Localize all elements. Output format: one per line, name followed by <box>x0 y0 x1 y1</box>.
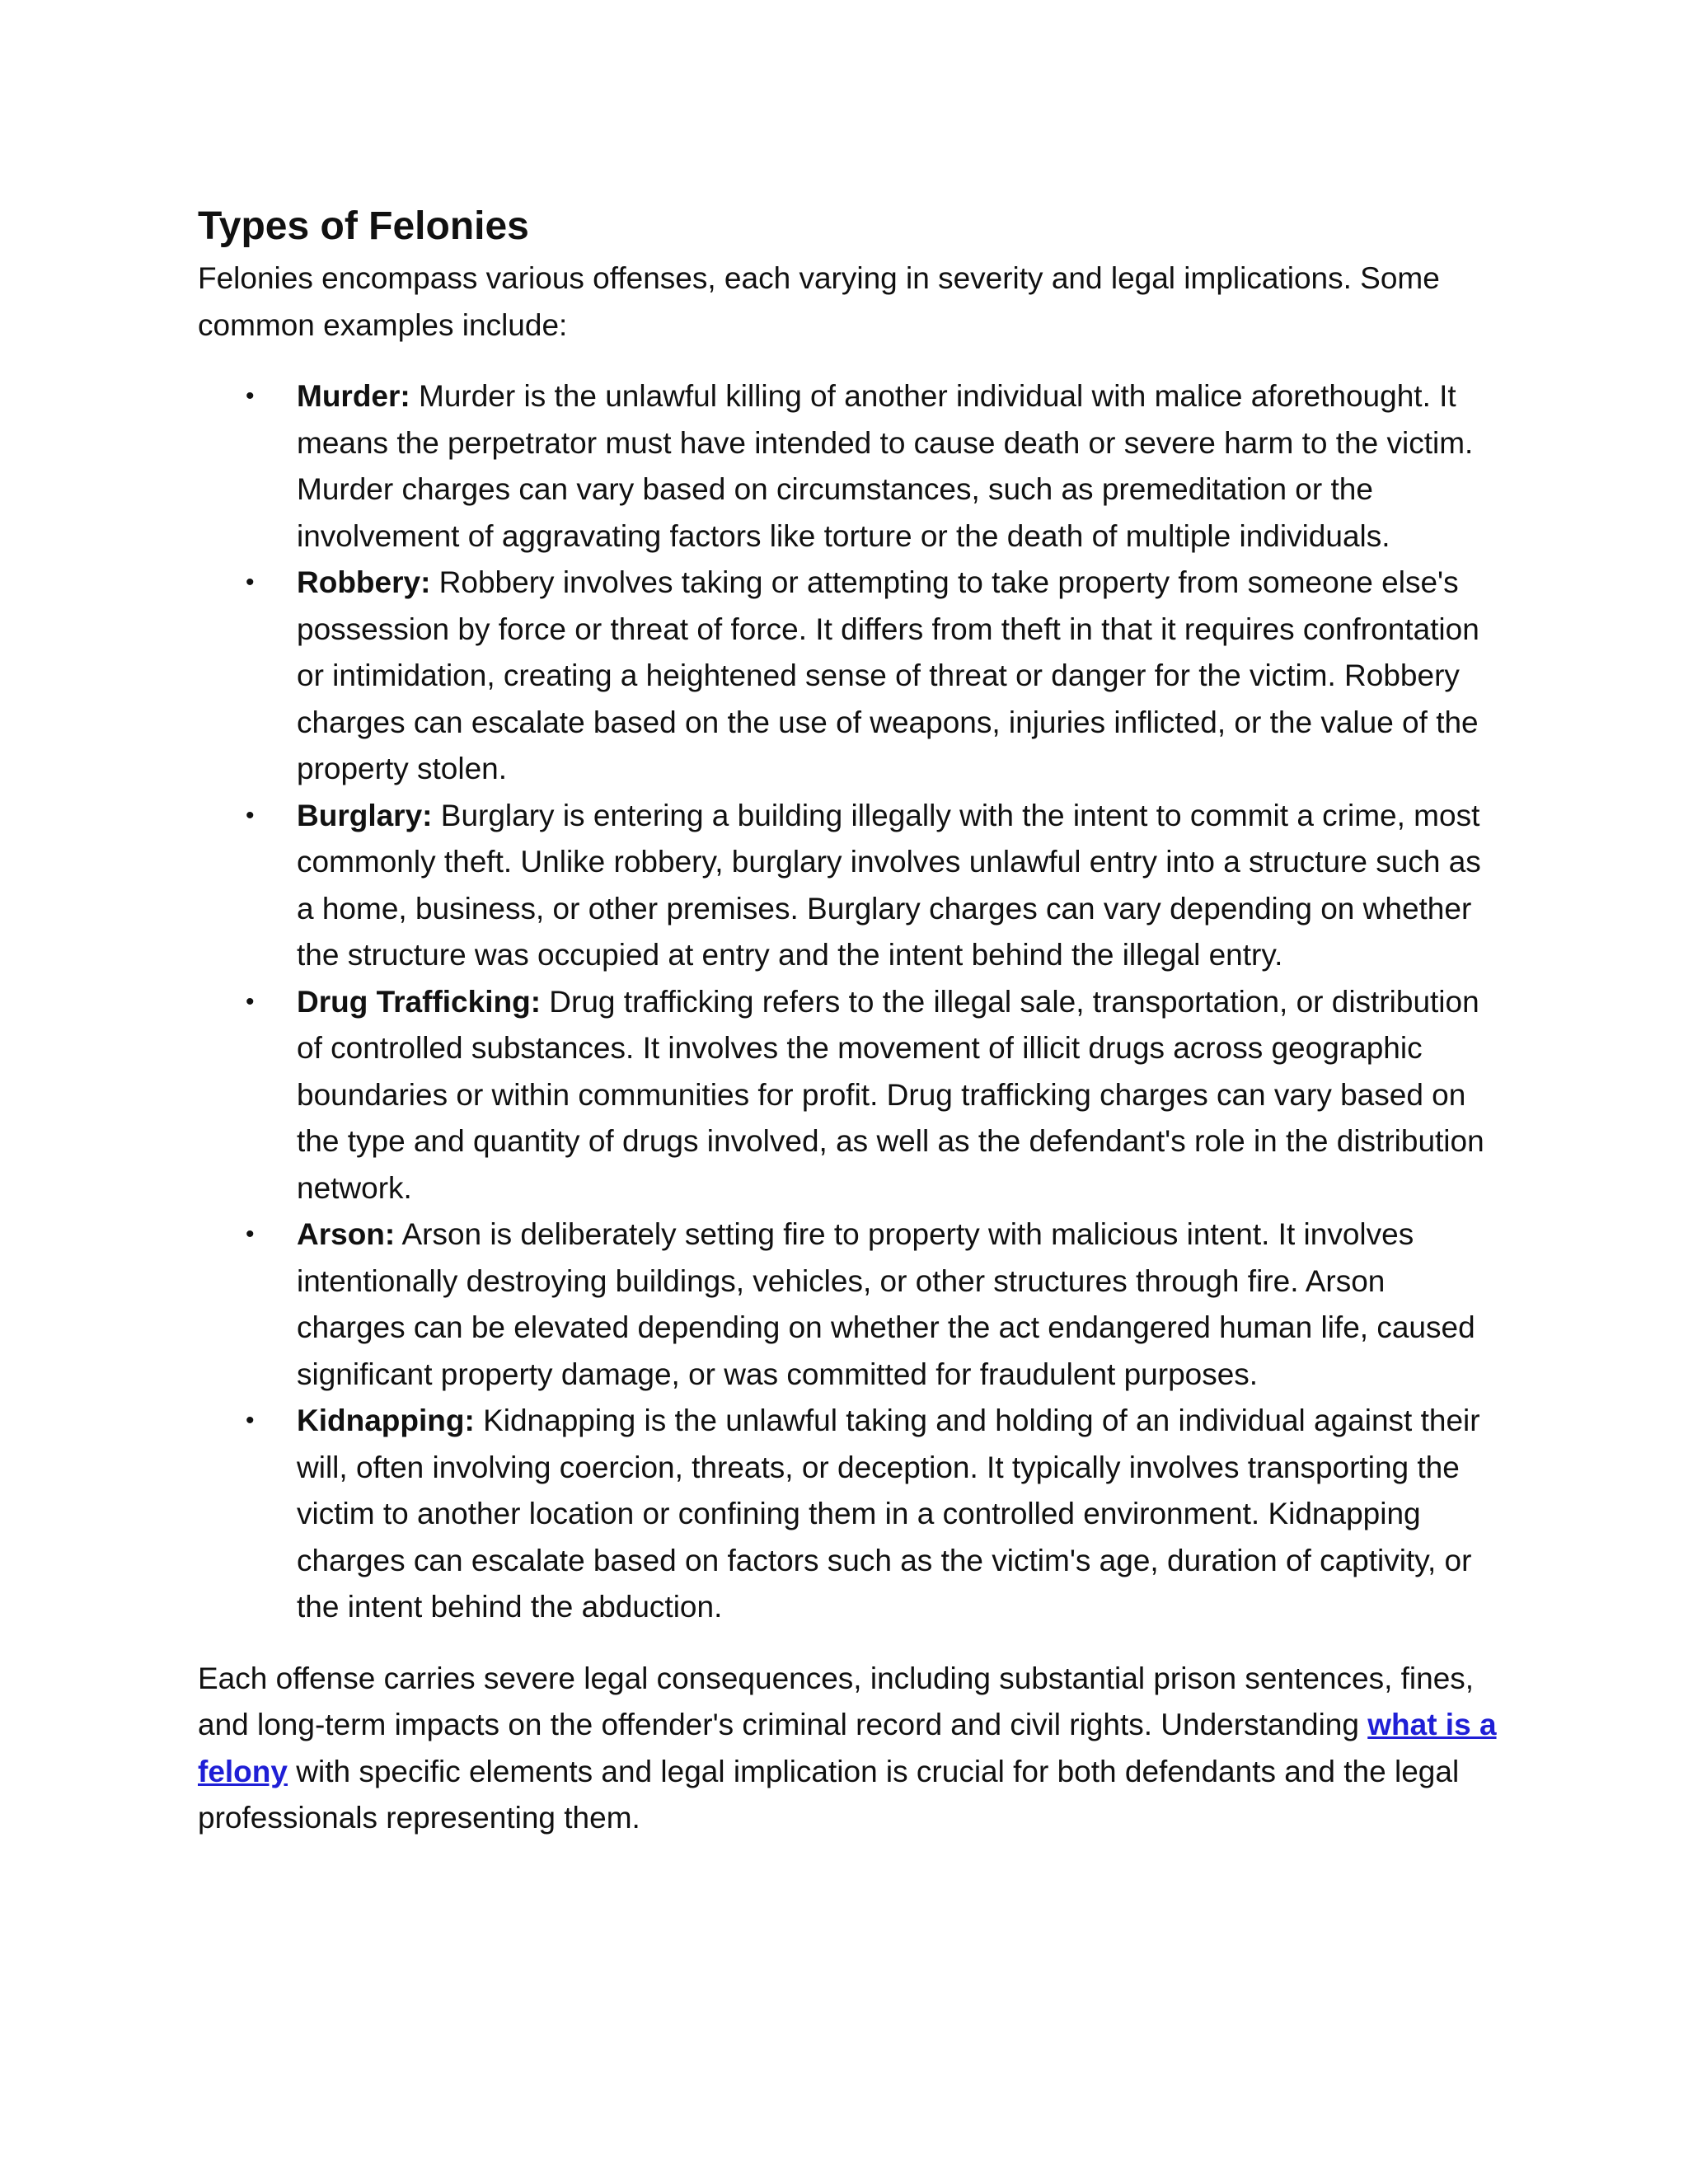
closing-text-after: with specific elements and legal implication is crucial for both defendants and the legal professionals representing them. <box>198 1754 1460 1835</box>
list-item-drug-trafficking <box>246 979 1500 1212</box>
list-item-arson <box>246 1212 1500 1398</box>
intro-paragraph: Felonies encompass various offenses, each varying in severity and legal implications. Some common examples include: <box>198 261 1440 342</box>
item-text: Drug trafficking refers to the illegal sale, transportation, or distribution of controlled substances. It involves the movement of illicit drugs across geographic boundaries or within communities for profit. Drug trafficking charges can vary based on the type and quantity of drugs involved, as well as the defendant's role in the distribution network. <box>297 984 1484 1205</box>
felony-list <box>198 373 1500 1631</box>
item-term: Drug Trafficking: <box>297 984 542 1019</box>
page-title: Types of Felonies <box>198 204 529 248</box>
what-is-a-felony-link[interactable]: what is a felony <box>198 1708 1497 1788</box>
item-term: Arson: <box>297 1217 396 1251</box>
closing-paragraph <box>198 1656 1500 1842</box>
item-term: Robbery: <box>297 565 431 599</box>
closing-text-before: Each offense carries severe legal consequences, including substantial prison sentences, fines, and long-term impacts on the offender's criminal record and civil rights. Understanding <box>198 1661 1475 1741</box>
bullet-icon: • <box>246 801 255 829</box>
bullet-icon: • <box>246 987 255 1015</box>
item-term: Kidnapping: <box>297 1404 475 1437</box>
list-item-murder <box>246 373 1500 560</box>
list-item-kidnapping <box>246 1398 1500 1631</box>
bullet-icon: • <box>246 1407 255 1434</box>
bullet-icon: • <box>246 569 255 596</box>
bullet-icon: • <box>246 1221 255 1248</box>
item-text: Robbery involves taking or attempting to take property from someone else's possession by force or threat of force. It differs from theft in that it requires confrontation or intimidation, creating a heightened sense of threat or danger for the victim. Robbery charges can escalate based on the use of weapons, injuries inflicted, or the value of the property stolen. <box>297 565 1479 785</box>
item-term: Burglary: <box>297 798 433 832</box>
item-term: Murder: <box>297 379 410 413</box>
bullet-icon: • <box>246 382 255 410</box>
item-text: Murder is the unlawful killing of another individual with malice aforethought. It means the perpetrator must have intended to cause death or severe harm to the victim. Murder charges can vary based on circumstances, such as premeditation or the involvement of aggravating factors like torture or the death of multiple individuals. <box>297 379 1474 553</box>
document-page <box>198 198 1500 1842</box>
list-item-robbery <box>246 560 1500 793</box>
list-item-burglary <box>246 793 1500 979</box>
item-text: Arson is deliberately setting fire to property with malicious intent. It involves intentionally destroying buildings, vehicles, or other structures through fire. Arson charges can be elevated depending on whether the act endangered human life, caused significant property damage, or was committed for fraudulent purposes. <box>297 1217 1475 1391</box>
item-text: Burglary is entering a building illegally with the intent to commit a crime, most commonly theft. Unlike robbery, burglary involves unlawful entry into a structure such as a home, business, or other premises. Burglary charges can vary depending on whether the structure was occupied at entry and the intent behind the illegal entry. <box>297 798 1481 972</box>
item-text: Kidnapping is the unlawful taking and holding of an individual against their will, often involving coercion, threats, or deception. It typically involves transporting the victim to another location or confining them in a controlled environment. Kidnapping charges can escalate based on factors such as the victim's age, duration of captivity, or the intent behind the abduction. <box>297 1404 1480 1624</box>
